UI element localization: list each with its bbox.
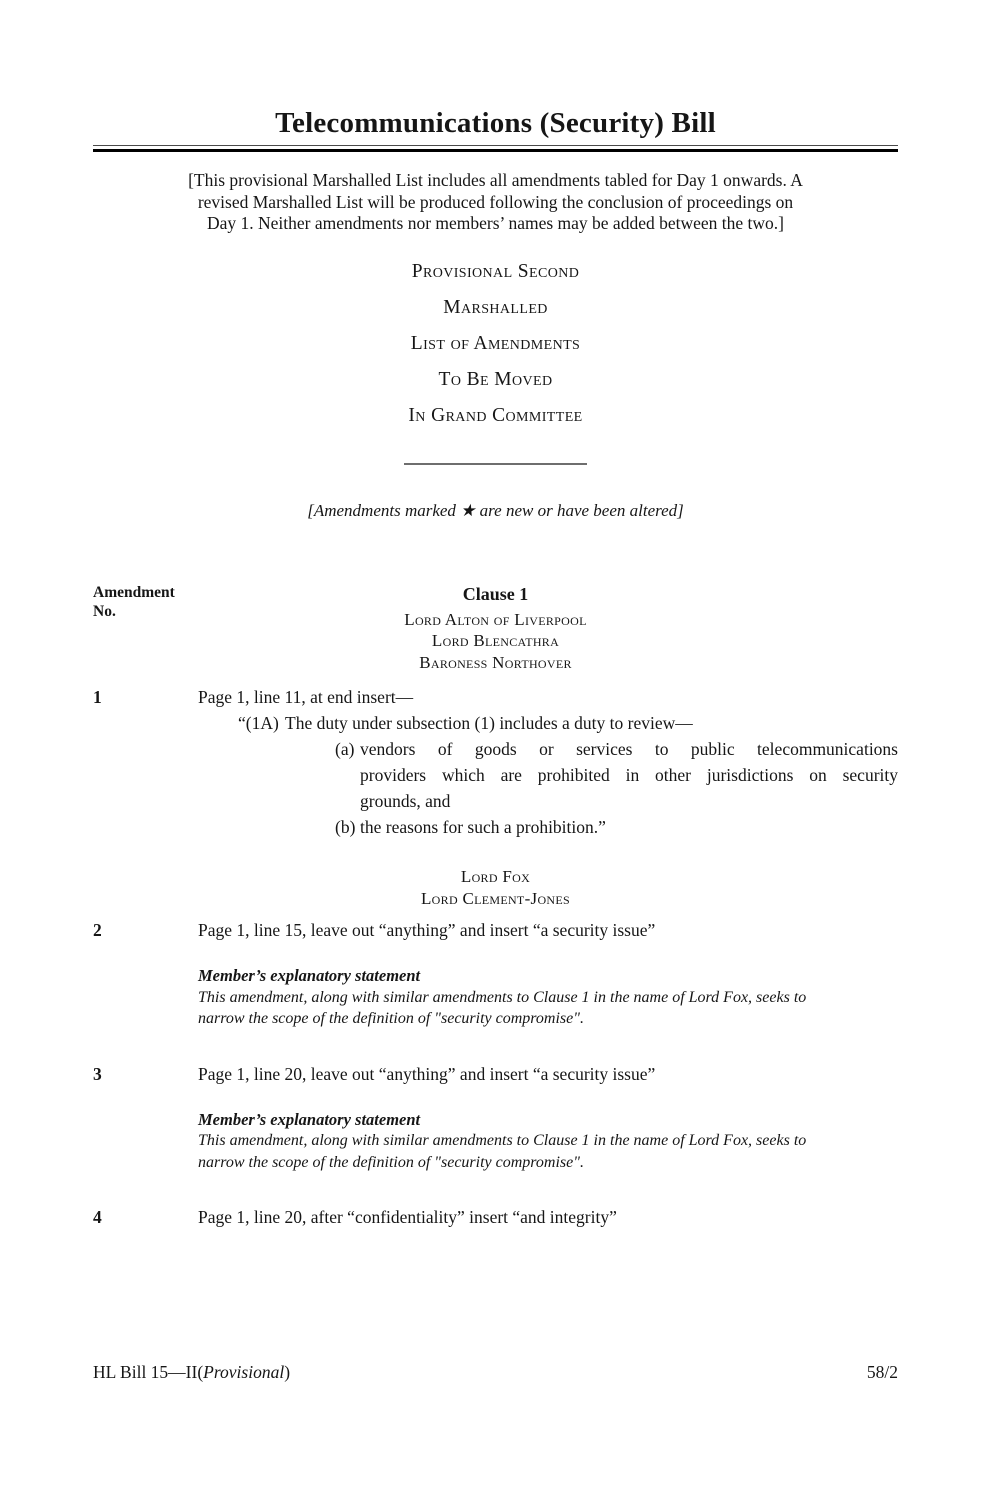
sponsor-group-2 — [93, 866, 898, 910]
footer-page-reference: 58/2 — [866, 1362, 898, 1382]
page-title: Telecommunications (Security) Bill — [275, 107, 716, 139]
clause-heading: Clause 1 — [462, 583, 529, 604]
amendment-body — [198, 1204, 898, 1230]
intro-note — [93, 170, 898, 235]
heading-line: To Be Moved — [438, 368, 553, 390]
heading-line: Marshalled — [443, 296, 548, 318]
amendment-row-1 — [93, 684, 898, 840]
amendment-number: 4 — [93, 1207, 102, 1228]
amendment-number: 1 — [93, 686, 102, 707]
amendment-body — [198, 1061, 898, 1174]
explanatory-heading: Member’s explanatory statement — [198, 966, 421, 986]
sponsor-name: Lord Clement-Jones — [421, 888, 570, 908]
subsection-text: The duty under subsection (1) includes a duty to review— — [285, 712, 693, 733]
amendment-instruction: Page 1, line 15, leave out “anything” and insert “a security issue” — [198, 920, 656, 941]
sponsor-name: Lord Fox — [460, 866, 531, 886]
sub-item-marker: (b) — [335, 816, 356, 837]
explanatory-text-line: This amendment, along with similar amendments to Clause 1 in the name of Lord Fox, seeks to — [198, 988, 807, 1006]
sponsor-group-1 — [93, 609, 898, 674]
sub-item-a — [335, 736, 898, 814]
sub-item-text: vendors of goods or services to public telecommunications providers which are prohibited in other jurisdictions on security grounds, and — [360, 738, 898, 811]
sub-items — [335, 736, 898, 840]
amendment-row-2 — [93, 917, 898, 1030]
intro-note-line: revised Marshalled List will be produced following the conclusion of proceedings on — [197, 191, 794, 212]
list-headings — [93, 254, 898, 434]
explanatory-heading: Member’s explanatory statement — [198, 1109, 421, 1129]
heading-line: In Grand Committee — [408, 404, 583, 426]
amendment-body — [198, 684, 898, 840]
intro-note-line: [This provisional Marshalled List includes all amendments tabled for Day 1 onwards. A — [188, 170, 803, 190]
intro-note-line: Day 1. Neither amendments nor members’ names may be added between the two.] — [207, 213, 784, 233]
amendment-row-4 — [93, 1204, 898, 1230]
heading-line: Provisional Second — [411, 260, 580, 282]
inserted-subsection — [238, 710, 898, 736]
sub-item-marker: (a) — [335, 738, 355, 759]
sub-item-text: the reasons for such a prohibition.” — [360, 816, 606, 837]
explanatory-statement — [198, 1109, 898, 1174]
section-divider — [404, 463, 587, 465]
heading-line: List of Amendments — [410, 332, 581, 354]
explanatory-text-line: This amendment, along with similar amendments to Clause 1 in the name of Lord Fox, seeks to — [198, 1132, 807, 1150]
amendment-instruction: Page 1, line 20, leave out “anything” and insert “a security issue” — [198, 1063, 656, 1084]
explanatory-text-line: narrow the scope of the definition of "security compromise". — [198, 1153, 584, 1171]
amendment-instruction: Page 1, line 20, after “confidentiality” insert “and integrity” — [198, 1207, 617, 1228]
amendment-no-column-label: Amendment No. — [93, 583, 175, 620]
title-double-rule — [93, 145, 898, 152]
amendment-instruction: Page 1, line 11, at end insert— — [198, 686, 414, 707]
explanatory-text-line: narrow the scope of the definition of "security compromise". — [198, 1010, 584, 1028]
amendment-number: 2 — [93, 920, 102, 941]
inserted-text-block — [238, 710, 898, 840]
amendment-body — [198, 917, 898, 1030]
star-legend-note: [Amendments marked ★ are new or have been altered] — [307, 500, 684, 520]
footer-bill-reference: HL Bill 15—II(Provisional) — [93, 1362, 291, 1382]
sub-item-b — [335, 814, 898, 840]
amendment-number: 3 — [93, 1063, 102, 1084]
subsection-marker: “(1A) — [238, 712, 279, 733]
explanatory-statement — [198, 965, 898, 1030]
page-footer — [93, 1362, 898, 1383]
sponsor-name: Baroness Northover — [419, 653, 572, 673]
amendment-row-3 — [93, 1061, 898, 1174]
sponsor-name: Lord Alton of Liverpool — [404, 609, 587, 629]
sponsor-name: Lord Blencathra — [431, 631, 560, 651]
document-page — [0, 106, 991, 1230]
